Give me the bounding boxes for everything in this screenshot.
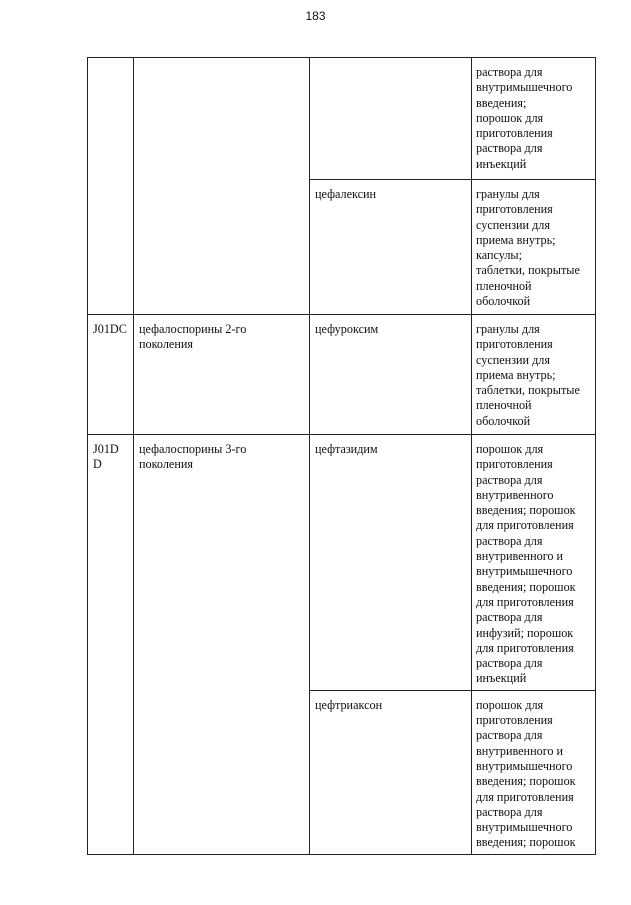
dosage-form-line: внутримышечного [476,758,573,773]
dosage-form-line: гранулы для [476,322,540,336]
atc-code-line: J01D [93,442,119,456]
dosage-form-line: для приготовления [476,518,574,533]
dosage-form-line: введения; порошок [476,774,576,789]
page-number-text: 183 [305,9,326,23]
dosage-form-line: введения; порошок [476,835,576,850]
dosage-form-line: раствора для [476,656,543,671]
dosage-form-line: для приготовления [476,594,574,609]
table-row [88,435,596,691]
dosage-form-line: раствора для [476,610,543,625]
group-name-line: поколения [139,457,193,472]
dosage-form-line: внутримышечного [476,564,573,579]
drug-name: цефтазидим [315,442,378,456]
dosage-form-line: пленочной [476,278,532,293]
dosage-form-line: инъекций [476,671,527,686]
group-name-line: цефалоспорины 3-го [139,442,247,456]
dosage-form-cell [472,690,596,854]
dosage-form-line: раствора для [476,804,543,819]
group-cell [134,58,310,315]
drug-cell [310,58,472,180]
dosage-form-line: порошок для [476,442,544,456]
dosage-form-line: раствора для [476,472,543,487]
dosage-form-line: капсулы; [476,248,522,263]
atc-code-line: D [93,457,102,472]
atc-code-cell [88,435,134,855]
drug-cell [310,435,472,691]
dosage-form-line: введения; [476,95,527,110]
dosage-form-cell [472,180,596,315]
dosage-form-cell [472,435,596,691]
dosage-form-line: раствора для [476,65,543,79]
dosage-form-line: приготовления [476,337,553,352]
atc-code-cell [88,58,134,315]
group-cell [134,435,310,855]
drug-name: цефтриаксон [315,697,383,712]
drug-cell [310,315,472,435]
dosage-form-line: раствора для [476,728,543,743]
dosage-form-line: приема внутрь; [476,232,556,247]
group-name-line: цефалоспорины 2-го [139,322,247,336]
dosage-form-cell [472,315,596,435]
table-row [88,315,596,435]
dosage-form-line: внутривенного и [476,743,564,758]
atc-code: J01DC [93,322,127,336]
dosage-form-line: для приготовления [476,640,574,655]
dosage-form-line: гранулы для [476,187,540,201]
table-row [88,58,596,180]
dosage-form-line: раствора для [476,533,543,548]
drug-cell [310,180,472,315]
dosage-form-line: оболочкой [476,294,531,309]
dosage-form-line: внутривенного [476,487,554,502]
dosage-form-line: введения; порошок [476,579,576,594]
drug-name: цефалексин [315,187,377,201]
dosage-form-line: инъекций [476,156,527,171]
dosage-form-line: раствора для [476,141,543,156]
drug-name: цефуроксим [315,322,379,336]
group-cell [134,315,310,435]
dosage-form-line: порошок для [476,697,544,712]
dosage-form-line: таблетки, покрытые [476,263,580,278]
dosage-form-line: внутривенного и [476,549,564,564]
dosage-form-line: приготовления [476,126,553,141]
dosage-form-line: приема внутрь; [476,367,556,382]
dosage-form-line: приготовления [476,202,553,217]
dosage-form-line: порошок для [476,110,544,125]
drug-table [87,57,596,855]
dosage-form-line: для приготовления [476,789,574,804]
dosage-form-line: инфузий; порошок [476,625,574,640]
dosage-form-line: приготовления [476,457,553,472]
dosage-form-line: внутримышечного [476,820,573,835]
dosage-form-line: приготовления [476,713,553,728]
dosage-form-cell [472,58,596,180]
atc-code-cell [88,315,134,435]
drug-cell [310,690,472,854]
dosage-form-line: суспензии для [476,352,550,367]
dosage-form-line: введения; порошок [476,503,576,518]
dosage-form-line: суспензии для [476,217,550,232]
dosage-form-line: пленочной [476,398,532,413]
dosage-form-line: оболочкой [476,413,531,428]
page-number [0,9,631,23]
dosage-form-line: внутримышечного [476,80,573,95]
dosage-form-line: таблетки, покрытые [476,383,580,398]
group-name-line: поколения [139,337,193,352]
